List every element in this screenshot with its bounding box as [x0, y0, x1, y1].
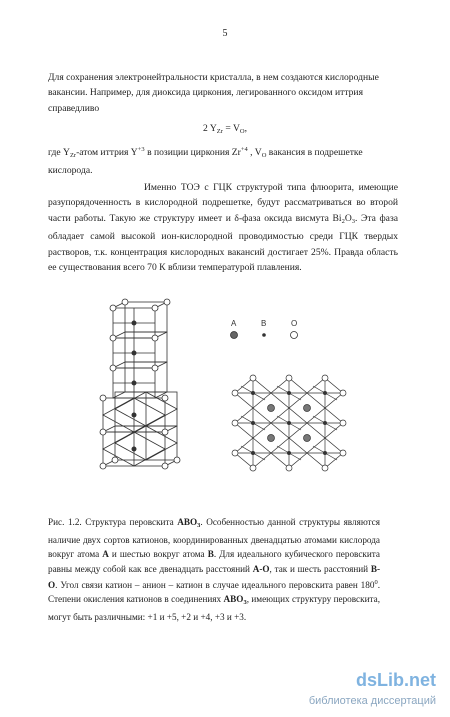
tall-crystal-structure	[103, 302, 177, 466]
legend-label-o: O	[291, 319, 298, 328]
paragraph-2: где $Y_{Zr}$-атом иттрия $Y^{+3}$ в позиции циркония $Zr^{+4}$ , $V_O$ вакансия в подрешетке кислорода.	[48, 146, 363, 177]
paragraph-3: Именно ТОЭ с ГЦК структурой типа флюорита, имеющие разупорядоченность в кислородной подрешетке, будут рассматриваться во второй части работы. Такую же структуру имеет и δ-фаза оксида висмута $Bi_2O_3$. Эта фаза обладает самой высокой ион-кислородной проводимостью среди ГЦК твердых растворов, т.к. концентрация кислородных вакансий достигает 25%. Правда область ее существования всего 70 К вблизи температурой плавления.	[48, 182, 398, 274]
formula: 2 $Y_{Zr} = V_O$,	[203, 123, 247, 135]
atom-legend	[231, 319, 298, 339]
watermark-subtitle: библиотека диссертаций	[308, 695, 436, 707]
legend-label-a: A	[231, 319, 237, 328]
page-number: 5	[222, 28, 228, 39]
watermark-brand: dsLib.net	[356, 670, 436, 690]
tall-structure-atoms	[100, 299, 180, 469]
figure-caption: Рис. 1.2. Структура перовскита $АВО_3$. Особенностью данной структуры являются наличие двух сортов катионов, координированных двенадцатью атомами кислорода вокруг атома А и шестью вокруг атома В. Для идеального кубического перовскита равны между собой как все двенадцать расстояний А-О, так и шесть расстояний В-О. Угол связи катион – анион – катион в случае идеального перовскита равен $180^0$. Степени окисления катионов в соединениях $АВО_3$, имеющих структуру перовскита, могут быть различными: +1 и +5, +2 и +4, +3 и +3.	[48, 517, 381, 623]
legend-label-b: B	[261, 319, 267, 328]
paragraph-1: Для сохранения электронейтральности кристалла, в нем создаются кислородные вакансии. Например, для диоксида циркония, легированного оксидом иттрия справедливо	[48, 72, 379, 114]
perovskite-figure	[95, 298, 355, 498]
atom-o-icon	[291, 332, 298, 339]
atom-a-icon	[231, 332, 238, 339]
atom-b-icon	[262, 333, 266, 337]
